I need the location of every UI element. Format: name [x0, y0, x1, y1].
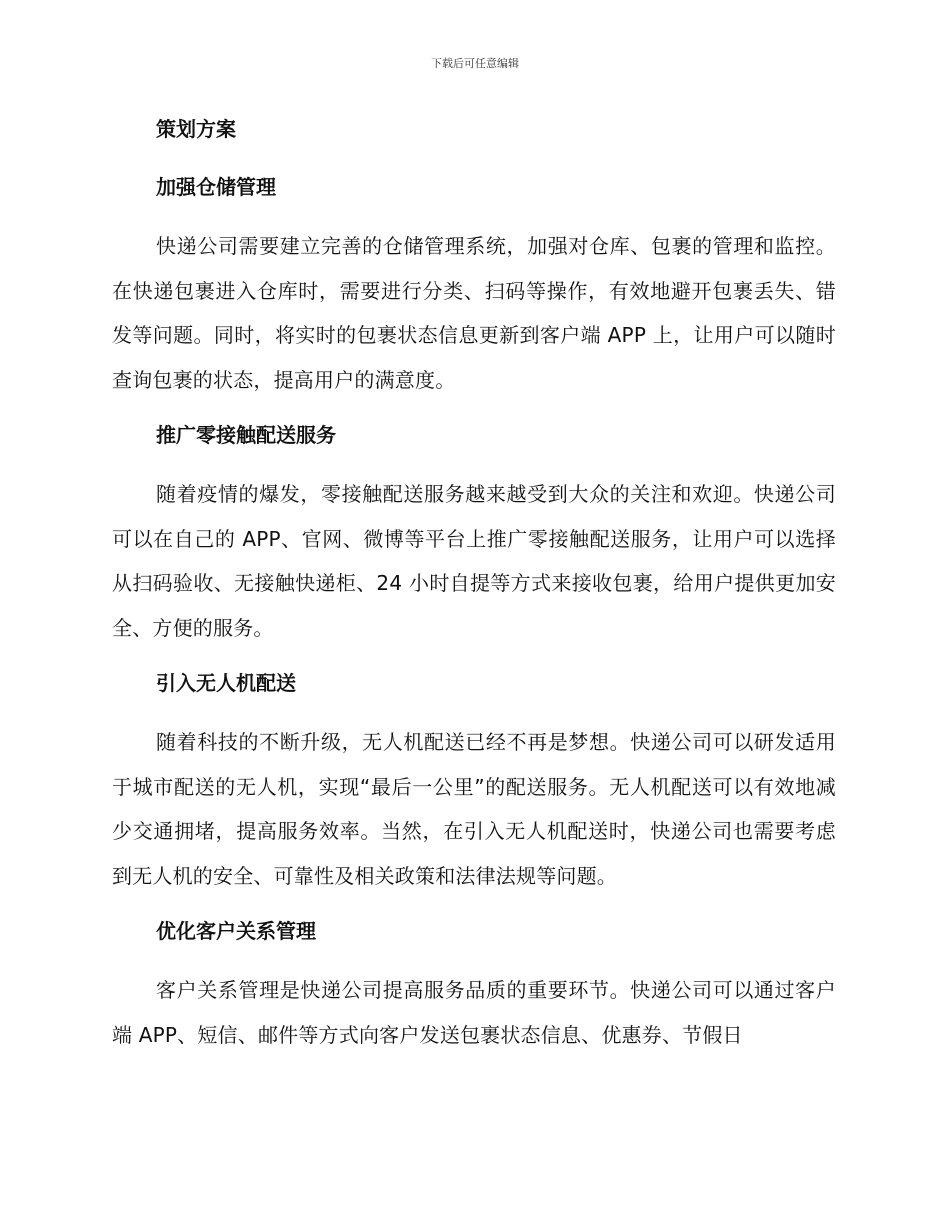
section-heading: 加强仓储管理 — [156, 175, 276, 199]
header-note: 下载后可任意编辑 — [431, 57, 519, 70]
document-body — [112, 112, 836, 1073]
section-heading: 引入无人机配送 — [156, 671, 296, 695]
section-heading: 优化客户关系管理 — [156, 919, 316, 943]
section-heading: 推广零接触配送服务 — [156, 423, 336, 447]
section-paragraph: 随着科技的不断升级，无人机配送已经不再是梦想。快递公司可以研发适用于城市配送的无人机，实现“最后一公里”的配送服务。无人机配送可以有效地减少交通拥堵，提高服务效率。当然，在引入无人机配送时，快递公司也需要考虑到无人机的安全、可靠性及相关政策和法律法规等问题。 — [112, 730, 836, 888]
document-title: 策划方案 — [156, 117, 236, 141]
section-paragraph: 随着疫情的爆发，零接触配送服务越来越受到大众的关注和欢迎。快递公司可以在自己的 APP、官网、微博等平台上推广零接触配送服务，让用户可以选择从扫码验收、无接触快递柜、24 小时自提等方式来接收包裹，给用户提供更加安全、方便的服务。 — [112, 482, 836, 640]
section-paragraph: 客户关系管理是快递公司提高服务品质的重要环节。快递公司可以通过客户端 APP、短信、邮件等方式向客户发送包裹状态信息、优惠券、节假日 — [112, 978, 836, 1047]
section-paragraph: 快递公司需要建立完善的仓储管理系统，加强对仓库、包裹的管理和监控。在快递包裹进入仓库时，需要进行分类、扫码等操作，有效地避开包裹丢失、错发等问题。同时，将实时的包裹状态信息更新到客户端 APP 上，让用户可以随时查询包裹的状态，提高用户的满意度。 — [112, 234, 836, 392]
